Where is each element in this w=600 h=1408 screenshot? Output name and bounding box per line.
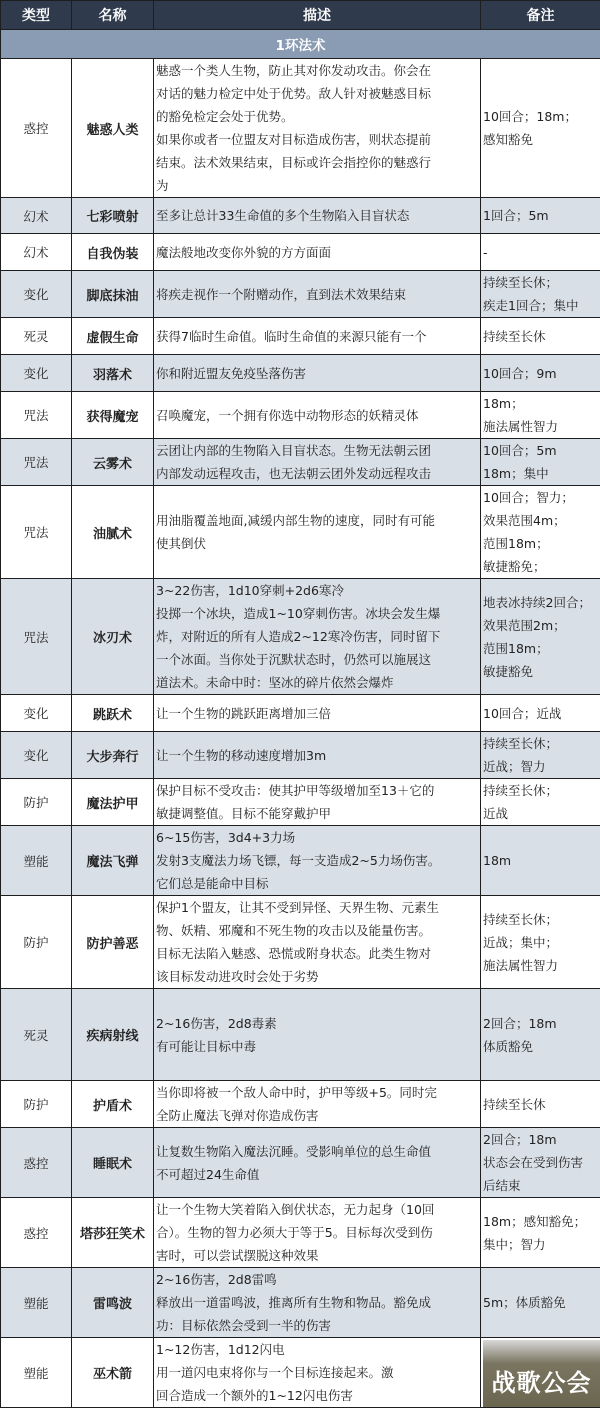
note-line: 近战；集中；: [483, 931, 598, 954]
spell-type: 变化: [1, 271, 72, 318]
note-line: 2回合；18m: [483, 1012, 598, 1035]
note-line: -: [483, 241, 598, 264]
spell-name: 魅惑人类: [72, 59, 154, 198]
note-line: 10回合；9m: [483, 362, 598, 385]
spell-name: 塔莎狂笑术: [72, 1198, 154, 1268]
desc-line: 当你即将被一个敌人命中时，护甲等级+5。同时完: [156, 1081, 478, 1104]
spell-note: [481, 271, 600, 318]
desc-line: 6~15伤害，3d4+3力场: [156, 826, 478, 849]
header-desc: 描述: [154, 1, 481, 30]
desc-line: 炸，对附近的所有人造成2~12寒冷伤害，同时留下: [156, 625, 478, 648]
spell-name: 魔法飞弹: [72, 826, 154, 896]
spell-name: 跳跃术: [72, 695, 154, 732]
desc-line: 如果你或者一位盟友对目标造成伤害，则状态提前: [156, 128, 478, 151]
desc-line: 的豁免检定会处于优势。: [156, 105, 478, 128]
desc-line: 该目标发动进攻时会处于劣势: [156, 965, 478, 988]
note-line: 10回合；5m: [483, 439, 598, 462]
table-row: [1, 355, 600, 392]
desc-line: 召唤魔宠，一个拥有你选中动物形态的妖精灵体: [156, 404, 478, 427]
desc-line: 全防止魔法飞弹对你造成伤害: [156, 1104, 478, 1127]
desc-line: 保护目标不受攻击：使其护甲等级增加至13＋它的: [156, 779, 478, 802]
spell-name: 获得魔宠: [72, 392, 154, 439]
table-row: [1, 271, 600, 318]
spell-name: 云雾术: [72, 439, 154, 486]
spell-type: 防护: [1, 779, 72, 826]
spell-note: [481, 355, 600, 392]
spell-note: [481, 59, 600, 198]
spell-type: 塑能: [1, 1268, 72, 1338]
note-line: 持续至长休: [483, 325, 598, 348]
table-row: [1, 896, 600, 989]
spell-note: [481, 896, 600, 989]
desc-line: 害时，可以尝试摆脱这种效果: [156, 1244, 478, 1267]
desc-line: 2~16伤害，2d8雷鸣: [156, 1268, 478, 1291]
table-row: [1, 318, 600, 355]
spell-name: 七彩喷射: [72, 198, 154, 234]
spell-note: [481, 579, 600, 695]
note-line: 近战: [483, 802, 598, 825]
table-row: [1, 439, 600, 486]
desc-line: 你和附近盟友免疫坠落伤害: [156, 362, 478, 385]
desc-line: 对话的魅力检定中处于优势。敌人针对被魅惑目标: [156, 82, 478, 105]
desc-line: 它们总是能命中目标: [156, 872, 478, 895]
spell-name: 羽落术: [72, 355, 154, 392]
spell-note: [481, 198, 600, 234]
spell-name: 防护善恶: [72, 896, 154, 989]
note-line: 效果范围2m；: [483, 614, 598, 637]
spell-type: 死灵: [1, 989, 72, 1081]
note-line: 近战；智力: [483, 755, 598, 778]
spell-note: [481, 989, 600, 1081]
table-row: [1, 198, 600, 234]
desc-line: 让一个生物的跳跃距离增加三倍: [156, 702, 478, 725]
desc-line: 用油脂覆盖地面,减缓内部生物的速度，同时有可能: [156, 509, 478, 532]
spell-note: [481, 1268, 600, 1338]
spell-desc: [154, 198, 481, 234]
spell-name: 雷鸣波: [72, 1268, 154, 1338]
desc-line: 至多让总计33生命值的多个生物陷入目盲状态: [156, 204, 478, 227]
table-row: [1, 59, 600, 198]
note-line: 1回合；5m: [483, 204, 598, 227]
table-row: [1, 989, 600, 1081]
spell-desc: [154, 1268, 481, 1338]
header-row: [1, 1, 600, 30]
table-row: [1, 234, 600, 271]
note-line: 10回合；智力；: [483, 486, 598, 509]
note-line: 感知豁免: [483, 128, 598, 151]
table-row: [1, 695, 600, 732]
note-line: 地表冰持续2回合；: [483, 591, 598, 614]
spell-type: 咒法: [1, 392, 72, 439]
note-line: 持续至长休: [483, 1093, 598, 1116]
desc-line: 让一个生物的移动速度增加3m: [156, 744, 478, 767]
note-line: 范围18m；: [483, 637, 598, 660]
spell-desc: [154, 439, 481, 486]
desc-line: 合）。生物的智力必须大于等于5。目标每次受到伤: [156, 1221, 478, 1244]
desc-line: 将疾走视作一个附赠动作，直到法术效果结束: [156, 283, 478, 306]
watermark-logo: [483, 1340, 600, 1407]
desc-line: 一个冰面。当你处于沉默状态时，仍然可以施展这: [156, 648, 478, 671]
note-line: 集中；智力: [483, 1233, 598, 1256]
header-type: 类型: [1, 1, 72, 30]
spell-desc: [154, 1338, 481, 1408]
spell-name: 脚底抹油: [72, 271, 154, 318]
note-line: 5m；体质豁免: [483, 1291, 598, 1314]
spell-note: [481, 1081, 600, 1128]
spell-type: 变化: [1, 355, 72, 392]
spell-note: [481, 695, 600, 732]
note-line: 持续至长休；: [483, 779, 598, 802]
spell-name: 巫术箭: [72, 1338, 154, 1408]
spell-note: [481, 1338, 600, 1408]
table-row: [1, 779, 600, 826]
spell-desc: [154, 732, 481, 779]
table-row: [1, 1081, 600, 1128]
table-row: [1, 392, 600, 439]
spell-type: 咒法: [1, 579, 72, 695]
desc-line: 为: [156, 174, 478, 197]
spell-desc: [154, 1081, 481, 1128]
spell-note: [481, 1128, 600, 1198]
spell-type: 塑能: [1, 1338, 72, 1408]
spell-note: [481, 779, 600, 826]
spell-desc: [154, 1198, 481, 1268]
spell-type: 塑能: [1, 826, 72, 896]
spell-name: 魔法护甲: [72, 779, 154, 826]
spell-note: [481, 486, 600, 579]
spell-note: [481, 732, 600, 779]
spell-desc: [154, 59, 481, 198]
note-line: 状态会在受到伤害: [483, 1151, 598, 1174]
desc-line: 目标无法陷入魅惑、恐慌或附身状态。此类生物对: [156, 942, 478, 965]
note-line: 10回合；18m；: [483, 105, 598, 128]
spell-type: 幻术: [1, 234, 72, 271]
spell-name: 护盾术: [72, 1081, 154, 1128]
table-row: [1, 1338, 600, 1408]
spell-name: 睡眠术: [72, 1128, 154, 1198]
section-title: 1环法术: [1, 30, 600, 59]
spell-name: 油腻术: [72, 486, 154, 579]
spell-name: 疾病射线: [72, 989, 154, 1081]
desc-line: 道法术。未命中时：坚冰的碎片依然会爆炸: [156, 671, 478, 694]
spell-type: 防护: [1, 1081, 72, 1128]
note-line: 10回合；近战: [483, 702, 598, 725]
desc-line: 用一道闪电束将你与一个目标连接起来。激: [156, 1361, 478, 1384]
desc-line: 让复数生物陷入魔法沉睡。受影响单位的总生命值: [156, 1140, 478, 1163]
note-line: 18m；集中: [483, 462, 598, 485]
note-line: 18m；感知豁免；: [483, 1210, 598, 1233]
spell-type: 变化: [1, 695, 72, 732]
desc-line: 回合造成一个额外的1~12闪电伤害: [156, 1384, 478, 1407]
note-line: 范围18m；: [483, 532, 598, 555]
desc-line: 让一个生物大笑着陷入倒伏状态，无力起身（10回: [156, 1198, 478, 1221]
spell-desc: [154, 779, 481, 826]
spell-type: 咒法: [1, 439, 72, 486]
spell-desc: [154, 392, 481, 439]
desc-line: 功：目标依然会受到一半的伤害: [156, 1314, 478, 1337]
desc-line: 投掷一个冰块，造成1~10穿刺伤害。冰块会发生爆: [156, 602, 478, 625]
table-row: [1, 826, 600, 896]
spell-desc: [154, 355, 481, 392]
spell-type: 咒法: [1, 486, 72, 579]
table-row: [1, 1128, 600, 1198]
desc-line: 2~16伤害，2d8毒素: [156, 1012, 478, 1035]
table-row: [1, 486, 600, 579]
header-name: 名称: [72, 1, 154, 30]
spell-desc: [154, 579, 481, 695]
note-line: 持续至长休；: [483, 908, 598, 931]
desc-line: 不可超过24生命值: [156, 1163, 478, 1186]
desc-line: 使其倒伏: [156, 532, 478, 555]
note-line: 效果范围4m；: [483, 509, 598, 532]
spell-name: 虚假生命: [72, 318, 154, 355]
note-line: 持续至长休；: [483, 732, 598, 755]
spell-note: [481, 234, 600, 271]
desc-line: 发射3支魔法力场飞镖，每一支造成2~5力场伤害。: [156, 849, 478, 872]
note-line: 持续至长休；: [483, 271, 598, 294]
desc-line: 云团让内部的生物陷入目盲状态。生物无法朝云团: [156, 439, 478, 462]
spell-note: [481, 318, 600, 355]
desc-line: 物、妖精、邪魔和不死生物的攻击以及能量伤害。: [156, 919, 478, 942]
table-row: [1, 1198, 600, 1268]
desc-line: 魅惑一个类人生物，防止其对你发动攻击。你会在: [156, 59, 478, 82]
spell-desc: [154, 318, 481, 355]
watermark-text: 战歌公会: [492, 1369, 592, 1397]
spell-type: 惑控: [1, 1198, 72, 1268]
spell-note: [481, 826, 600, 896]
note-line: 18m: [483, 849, 598, 872]
spell-name: 大步奔行: [72, 732, 154, 779]
spell-desc: [154, 695, 481, 732]
desc-line: 有可能让目标中毒: [156, 1035, 478, 1058]
desc-line: 释放出一道雷鸣波，推离所有生物和物品。豁免成: [156, 1291, 478, 1314]
spell-type: 惑控: [1, 1128, 72, 1198]
desc-line: 3~22伤害，1d10穿刺+2d6寒冷: [156, 579, 478, 602]
note-line: 体质豁免: [483, 1035, 598, 1058]
spell-type: 惑控: [1, 59, 72, 198]
spell-name: 冰刃术: [72, 579, 154, 695]
desc-line: 内部发动远程攻击，也无法朝云团外发动远程攻击: [156, 462, 478, 485]
note-line: 疾走1回合；集中: [483, 294, 598, 317]
spell-type: 变化: [1, 732, 72, 779]
table-row: [1, 732, 600, 779]
spell-note: [481, 392, 600, 439]
spell-desc: [154, 486, 481, 579]
note-line: 2回合；18m: [483, 1128, 598, 1151]
spell-type: 防护: [1, 896, 72, 989]
spell-note: [481, 439, 600, 486]
table-row: [1, 1268, 600, 1338]
desc-line: 魔法般地改变你外貌的方方面面: [156, 241, 478, 264]
note-line: 敏捷豁免: [483, 660, 598, 683]
desc-line: 结束。法术效果结束，目标或许会指控你的魅惑行: [156, 151, 478, 174]
spell-desc: [154, 1128, 481, 1198]
note-line: 18m；: [483, 392, 598, 415]
header-note: 备注: [481, 1, 600, 30]
spell-desc: [154, 826, 481, 896]
spell-desc: [154, 234, 481, 271]
note-line: 施法属性智力: [483, 954, 598, 977]
spell-type: 幻术: [1, 198, 72, 234]
note-line: 敏捷豁免；: [483, 555, 598, 578]
spell-desc: [154, 989, 481, 1081]
spell-desc: [154, 271, 481, 318]
table-row: [1, 579, 600, 695]
spell-type: 死灵: [1, 318, 72, 355]
desc-line: 1~12伤害，1d12闪电: [156, 1338, 478, 1361]
spell-name: 自我伪装: [72, 234, 154, 271]
desc-line: 保护1个盟友，让其不受到异怪、天界生物、元素生: [156, 896, 478, 919]
desc-line: 获得7临时生命值。临时生命值的来源只能有一个: [156, 325, 478, 348]
note-line: 后结束: [483, 1174, 598, 1197]
spell-note: [481, 1198, 600, 1268]
section-row: [1, 30, 600, 59]
spell-desc: [154, 896, 481, 989]
desc-line: 敏捷调整值。目标不能穿戴护甲: [156, 802, 478, 825]
note-line: 施法属性智力: [483, 415, 598, 438]
